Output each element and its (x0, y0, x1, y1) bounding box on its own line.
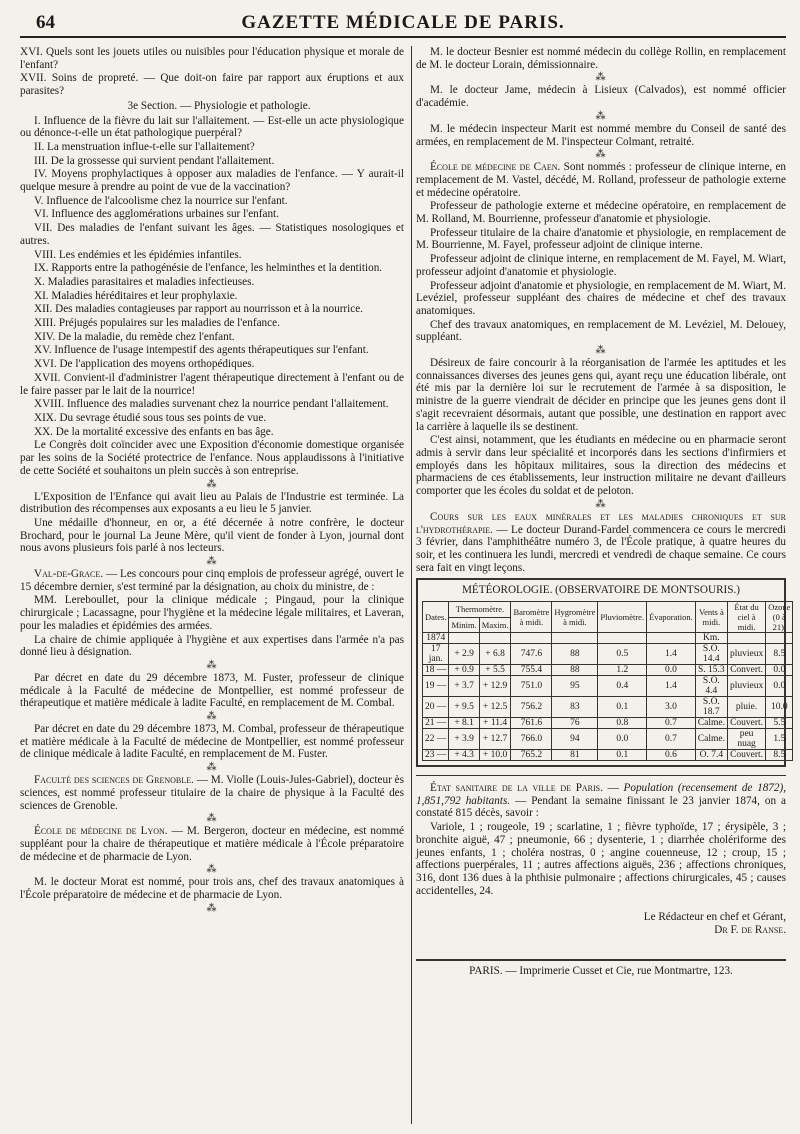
column-header: Hygromètre à midi. (552, 602, 598, 633)
table-cell: Calme. (695, 718, 727, 729)
signature-line: Le Rédacteur en chef et Gérant, (643, 911, 786, 924)
table-cell: 0.0 (647, 665, 696, 676)
section-heading: 3e Section. — Physiologie et pathologie. (127, 99, 311, 112)
table-row (423, 697, 793, 718)
list-item: XIII. Préjugés populaires sur les maladies de l'enfance. (34, 317, 280, 330)
paragraph-lead: Cours sur les eaux minérales et les maladies chroniques et sur l'hydrothérapie. (416, 510, 786, 536)
table-cell: 766.0 (511, 729, 552, 750)
left-column (20, 46, 404, 1126)
imprint: PARIS. — Imprimerie Cusset et Cie, rue Montmartre, 123. (416, 959, 786, 978)
table-cell: 8.5 (766, 750, 793, 761)
table-cell: 94 (552, 729, 598, 750)
column-header: Minim. (449, 617, 479, 633)
table-cell: + 12.5 (479, 697, 511, 718)
paragraph: Professeur adjoint d'anatomie et physiologie, en remplacement de M. Wiart, M. Levéziel, professeur suppléant des chaires de médecine et chef des travaux anatomiques. (416, 279, 786, 317)
table-cell: + 9.5 (449, 697, 479, 718)
table-cell: 761.6 (511, 718, 552, 729)
asterism-separator: ⁂ (595, 345, 607, 357)
table-cell: + 12.9 (479, 676, 511, 697)
paragraph: L'Exposition de l'Enfance qui avait lieu au Palais de l'Industrie est terminée. La distribution des récompenses aux exposants a eu lieu le 5 janvier. (20, 490, 404, 516)
signature-name: Dr F. de Ranse. (714, 924, 786, 937)
table-cell: pluvieux (727, 644, 765, 665)
paragraph: Désireux de faire concourir à la réorganisation de l'armée les aptitudes et les connaissances diverses des jeunes gens qui, ayant reçu une éducation libérale, ont été mis par la dernière loi sur le recrutement de l'armée à sa disposition, le ministre de la guerre viendrait de décider en principe que les jeunes gens dont il s'agit recevraient désormais, autant que possible, une destination en rapport avec la carrière à laquelle ils se destinent. (416, 357, 786, 433)
table-cell: + 5.5 (479, 665, 511, 676)
paragraph: M. le docteur Besnier est nommé médecin du collège Rollin, en remplacement de M. le docteur Lorain, démissionnaire. (416, 46, 786, 71)
table-cell: 0.7 (647, 729, 696, 750)
table-row (423, 676, 793, 697)
paragraph-lead: École de médecine de Lyon. (34, 825, 168, 838)
page-number: 64 (36, 12, 55, 33)
table-cell: Couvert. (727, 718, 765, 729)
table-cell: 10.0 (766, 697, 793, 718)
table-cell: + 0.9 (449, 665, 479, 676)
asterism-separator: ⁂ (595, 110, 607, 122)
asterism-separator: ⁂ (595, 149, 607, 161)
list-item: XVI. Quels sont les jouets utiles ou nuisibles pour l'éducation physique et morale de l'enfant? (20, 46, 404, 71)
asterism-separator: ⁂ (206, 478, 218, 490)
table-cell: S.O. 4.4 (695, 676, 727, 697)
table-cell: 747.6 (511, 644, 552, 665)
table-cell: + 12.7 (479, 729, 511, 750)
column-header: État du ciel à midi. (727, 602, 765, 633)
paragraph: École de médecine de Caen. Sont nommés : professeur de clinique interne, en remplacement de M. Vastel, décédé, M. Rolland, professeur de pathologie externe et médecine opératoire. (416, 161, 787, 199)
asterism-separator: ⁂ (206, 556, 218, 568)
paragraph: M. le médecin inspecteur Marit est nommé membre du Conseil de santé des armées, en remplacement de M. l'inspecteur Colmant, retraité. (416, 122, 786, 148)
table-cell: 0.0 (766, 665, 793, 676)
paragraph: Professeur de pathologie externe et médecine opératoire, en remplacement de M. Rolland, M. Bourrienne, professeur d'anatomie et physiologie. (416, 200, 786, 226)
table-cell: + 6.8 (479, 644, 511, 665)
right-column (416, 46, 791, 1126)
column-header: Ozone (0 à 21). (766, 602, 793, 633)
divider (416, 775, 786, 776)
asterism-separator: ⁂ (206, 902, 218, 914)
paragraph: Par décret en date du 29 décembre 1873, M. Fuster, professeur de clinique médicale à la Faculté de médecine de Montpellier, est nommé professeur de thérapeutique et matière médicale à ladite Faculté, en remplacement de M. Combal. (20, 671, 404, 710)
table-cell: 3.0 (647, 697, 696, 718)
paragraph-lead: École de médecine de Caen. (430, 161, 561, 174)
paragraph: État sanitaire de la ville de Paris. — Population (recensement de 1872), 1,851,792 habitants. — Pendant la semaine finissant le 23 janvier 1874, on a constaté 815 décès, savoir : (416, 782, 786, 820)
column-header: Dates. (423, 602, 449, 633)
paragraph: Variole, 1 ; rougeole, 19 ; scarlatine, 1 ; fièvre typhoïde, 17 ; érysipèle, 3 ; bronchite aiguë, 47 ; pneumonie, 66 ; dysenterie, 1 ; diarrhée cholériforme des jeunes enfants, 1 ; choléra nostras, 0 ; angine couenneuse, 12 ; croup, 15 ; affections puerpérales, 11 ; autres affections aiguës, 236 ; affections chroniques, 316, dont 136 dues à la phthisie pulmonaire ; affections chirurgicales, 45 ; causes accidentelles, 24. (416, 821, 786, 897)
table-cell: 23 — (423, 750, 449, 761)
column-header: Thermomètre. (449, 602, 511, 618)
table-cell: S.O. 18.7 (695, 697, 727, 718)
table-cell: pluie. (727, 697, 765, 718)
list-item: XIX. Du sevrage étudié sous tous ses points de vue. (34, 411, 267, 424)
table-cell: 1.2 (598, 665, 647, 676)
asterism-separator: ⁂ (206, 711, 218, 723)
list-item: III. De la grossesse qui survient pendant l'allaitement. (34, 154, 275, 167)
column-header: Baromètre à midi. (511, 602, 552, 633)
table-row (423, 644, 793, 665)
list-item: XI. Maladies héréditaires et leur prophylaxie. (34, 289, 238, 302)
table-cell: + 3.7 (449, 676, 479, 697)
table-cell: 18 — (423, 665, 449, 676)
paragraph: École de médecine de Lyon. — M. Bergeron, docteur en médecine, est nommé suppléant pour la chaire de thérapeutique et matière médicale à l'École préparatoire de médecine et de pharmacie de Lyon. (20, 825, 404, 863)
table-cell: 19 — (423, 676, 449, 697)
table-cell: 0.0 (598, 729, 647, 750)
table-cell: peu nuag (727, 729, 765, 750)
page-header (20, 6, 786, 38)
table-cell: 21 — (423, 718, 449, 729)
table-cell: 1.4 (647, 644, 696, 665)
list-item: X. Maladies parasitaires et maladies infectieuses. (34, 275, 255, 288)
list-item: XVII. Convient-il d'administrer l'agent thérapeutique directement à l'enfant ou de le faire passer par le lait de la nourrice! (20, 371, 404, 397)
asterism-separator: ⁂ (206, 659, 218, 671)
table-cell: + 2.9 (449, 644, 479, 665)
list-item: XVII. Soins de propreté. — Que doit-on faire par rapport aux éruptions et aux parasites? (20, 72, 404, 98)
table-cell: Couvert. (727, 750, 765, 761)
table-cell: + 8.1 (449, 718, 479, 729)
table-row (423, 718, 793, 729)
list-item: XII. Des maladies contagieuses par rapport au nourrisson et à la nourrice. (34, 303, 363, 316)
asterism-separator: ⁂ (206, 864, 218, 876)
table-cell: 88 (552, 665, 598, 676)
table-cell: 0.1 (598, 750, 647, 761)
table-row (423, 665, 793, 676)
paragraph: Une médaille d'honneur, en or, a été décernée à notre confrère, le docteur Brochard, pour le journal La Jeune Mère, qu'il vient de fonder à Lyon, journal dont nous avons plusieurs fois parlé à nos lecteurs. (20, 516, 404, 555)
asterism-separator: ⁂ (206, 813, 218, 825)
paragraph: Faculté des sciences de Grenoble. — M. Violle (Louis-Jules-Gabriel), docteur ès sciences, est nommé professeur titulaire de la chaire de physique à la Faculté des sciences de Grenoble. (20, 774, 404, 812)
paragraph: M. le docteur Morat est nommé, pour trois ans, chef des travaux anatomiques à l'École préparatoire de médecine et de pharmacie de Lyon. (20, 876, 404, 902)
table-cell: 0.7 (647, 718, 696, 729)
paragraph: MM. Lereboullet, pour la clinique médicale ; Pingaud, pour la clinique chirurgicale ; Lacassagne, pour l'hygiène et la médecine légale militaires, et Laveran, pour les maladies et épidémies des armées. (20, 594, 404, 632)
page-title: GAZETTE MÉDICALE DE PARIS. (241, 12, 565, 33)
paragraph: Chef des travaux anatomiques, en remplacement de M. Levéziel, M. Delouey, suppléant. (416, 318, 786, 344)
list-item: VIII. Les endémies et les épidémies infantiles. (34, 248, 242, 261)
list-item: V. Influence de l'alcoolisme chez la nourrice sur l'enfant. (34, 194, 288, 207)
asterism-separator: ⁂ (595, 498, 607, 510)
table-cell: 755.4 (511, 665, 552, 676)
meteorology-title: MÉTÉOROLOGIE. (OBSERVATOIRE DE MONTSOURIS.) (461, 584, 741, 597)
list-item: I. Influence de la fièvre du lait sur l'allaitement. — Est-elle un acte physiologique ou dénonce-t-elle un état pathologique puerpéral? (20, 114, 404, 140)
paragraph-lead: Val-de-Grace. (34, 568, 104, 581)
paragraph-lead: Faculté des sciences de Grenoble. (34, 774, 194, 787)
table-cell: Convert. (727, 665, 765, 676)
table-row (423, 750, 793, 761)
table-cell: 0.4 (598, 676, 647, 697)
table-cell: 1874 (423, 633, 449, 644)
table-cell: 0.6 (647, 750, 696, 761)
table-cell: O. 7.4 (695, 750, 727, 761)
table-cell: S.O. 14.4 (695, 644, 727, 665)
list-item: XVI. De l'application des moyens orthopédiques. (34, 358, 255, 371)
list-item: II. La menstruation influe-t-elle sur l'allaitement? (34, 140, 255, 153)
column-header: Évaporation. (647, 602, 696, 633)
paragraph: Professeur titulaire de la chaire d'anatomie et physiologie, en remplacement de M. Bourrienne, M. Fayel, professeur adjoint de clinique interne. (416, 226, 786, 252)
table-cell: 95 (552, 676, 598, 697)
table-cell: 20 — (423, 697, 449, 718)
paragraph: Par décret en date du 29 décembre 1873, M. Combal, professeur de thérapeutique et matière médicale à la Faculté de médecine de Montpellier, est nommé professeur de clinique médicale à ladite Faculté, en remplacement de M. Fuster. (20, 723, 404, 761)
column-header: Vents à midi. (695, 602, 727, 633)
asterism-separator: ⁂ (595, 72, 607, 84)
list-item: VI. Influence des agglomérations urbaines sur l'enfant. (34, 208, 279, 221)
list-item: VII. Des maladies de l'enfant suivant les âges. — Statistiques nosologiques et autres. (20, 222, 404, 247)
table-cell: 83 (552, 697, 598, 718)
table-cell: + 4.3 (449, 750, 479, 761)
table-cell: 765.2 (511, 750, 552, 761)
table-row (423, 729, 793, 750)
meteorology-table (422, 601, 793, 761)
table-header-row (423, 602, 793, 618)
paragraph: La chaire de chimie appliquée à l'hygiène et aux expertises dans l'armée n'a pas donné lieu à désignation. (20, 633, 404, 659)
table-cell: 0.1 (598, 697, 647, 718)
table-cell: 17 jan. (423, 644, 449, 665)
meteorology-table-body (423, 633, 793, 761)
table-cell: 22 — (423, 729, 449, 750)
paragraph: Professeur adjoint de clinique interne, en remplacement de M. Fayel, M. Wiart, professeur adjoint d'anatomie et physiologie. (416, 253, 786, 278)
list-item: IV. Moyens prophylactiques à opposer aux maladies de l'enfance. — Y aurait-il quelque mesure à prendre au point de vue de la vaccination? (20, 168, 404, 194)
asterism-separator: ⁂ (206, 762, 218, 774)
table-cell: 76 (552, 718, 598, 729)
paragraph: C'est ainsi, notamment, que les étudiants en médecine ou en pharmacie seront admis à servir dans leur spécialité et incorporés dans les sections d'infirmiers et employés dans les hôpitaux militaires, sous la direction des médecins et pharmaciens de ces établissements, leur instruction militaire ne devant d'ailleurs comporter que les écoles du soldat et de peloton. (416, 434, 786, 498)
list-item: XV. Influence de l'usage intempestif des agents thérapeutiques sur l'enfant. (34, 344, 369, 357)
paragraph: Cours sur les eaux minérales et les maladies chroniques et sur l'hydrothérapie. — Le docteur Durand-Fardel commencera ce cours le mercredi 3 février, dans l'amphithéâtre numéro 3, de l'École pratique, à quatre heures du soir, et les continuera les lundi, mercredi et vendredi de chaque semaine. Ce cours sera fait en vingt leçons. (416, 510, 786, 574)
table-cell: Km. (695, 633, 727, 644)
table-cell: 8.5 (766, 644, 793, 665)
paragraph: Val-de-Grace. — Les concours pour cinq emplois de professeur agrégé, ouvert le 15 décembre dernier, s'est terminé par la désignation, au choix du ministre, de : (20, 568, 404, 593)
list-item: XVIII. Influence des maladies survenant chez la nourrice pendant l'allaitement. (34, 398, 389, 411)
table-cell: 0.8 (598, 718, 647, 729)
table-cell: 1.5 (766, 729, 793, 750)
table-cell: S. 15.3 (695, 665, 727, 676)
table-cell: + 3.9 (449, 729, 479, 750)
table-cell: 81 (552, 750, 598, 761)
meteorology-box (416, 578, 791, 767)
table-cell: 0.0 (766, 676, 793, 697)
list-item: XX. De la mortalité excessive des enfants en bas âge. (34, 425, 274, 438)
table-cell: 751.0 (511, 676, 552, 697)
paragraph-lead: État sanitaire de la ville de Paris. (430, 782, 603, 795)
column-header: Pluviomètre. (598, 602, 647, 633)
table-cell: 5.5 (766, 718, 793, 729)
table-cell: pluvieux (727, 676, 765, 697)
table-row (423, 633, 793, 644)
column-header: Maxim. (479, 617, 511, 633)
list-item: XIV. De la maladie, du remède chez l'enfant. (34, 330, 235, 343)
table-cell: 88 (552, 644, 598, 665)
paragraph: Le Congrès doit coïncider avec une Exposition d'économie domestique organisée par les soins de la Société protectrice de l'enfance. Nous applaudissons à l'initiative de cette Société et souhaitons un plein succès à son entreprise. (20, 439, 404, 477)
table-cell: + 11.4 (479, 718, 511, 729)
table-cell: 0.5 (598, 644, 647, 665)
signature-block (416, 911, 786, 936)
table-cell: Calme. (695, 729, 727, 750)
table-cell: 1.4 (647, 676, 696, 697)
list-item: IX. Rapports entre la pathogénésie de l'enfance, les helminthes et la dentition. (34, 262, 383, 275)
table-cell: + 10.0 (479, 750, 511, 761)
paragraph: M. le docteur Jame, médecin à Lisieux (Calvados), est nommé officier d'académie. (416, 84, 786, 110)
table-cell: 756.2 (511, 697, 552, 718)
